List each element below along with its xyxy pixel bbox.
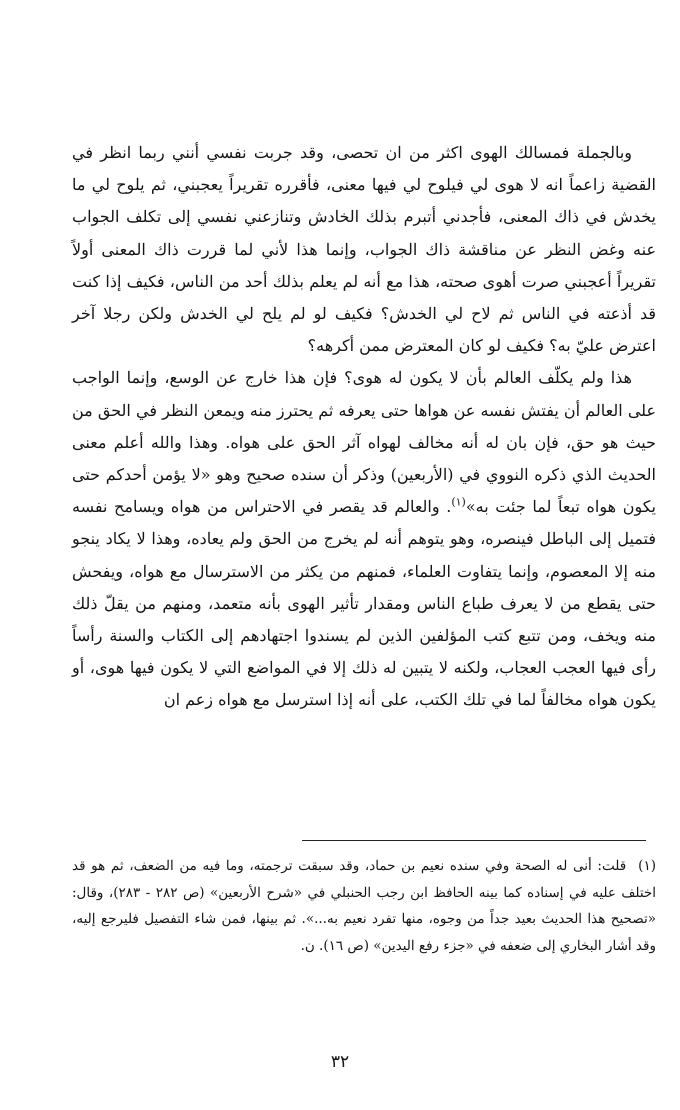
paragraph-1: وبالجملة فمسالك الهوى اكثر من ان تحصى، وقد جربت نفسي أنني ربما انظر في القضية زاعماً انه لا هوى لي فيلوح لي فيها معنى، فأقرره تقريراً يعجبني، ثم يلوح لي ما يخدش في ذاك المعنى، فأجدني أتبرم بذلك الخادش وتنازعني نفسي إلى تكلف الجواب عنه وغض النظر عن مناقشة ذاك الجواب، وإنما هذا لأني لما قررت ذاك المعنى أولاً تقريراً أعجبني صرت أهوى صحته، هذا مع أنه لم يعلم بذلك أحد من الناس، فكيف إذا كنت قد أذعته في الناس ثم لاح لي الخدش؟ فكيف لو لم يلح لي الخدش ولكن رجلا آخر اعترض عليّ به؟ فكيف لو كان المعترض ممن أكرهه؟ (72, 143, 657, 356)
footnote (72, 853, 656, 959)
page-number: ٣٢ (330, 1052, 350, 1072)
footnote-separator-line (302, 840, 646, 841)
paragraph-2 (72, 362, 656, 716)
footnote-number: (١) (638, 858, 656, 874)
paragraph-2-text-before-footnote: هذا ولم يكلّف العالم بأن لا يكون له هوى؟ فإن هذا خارج عن الوسع، وإنما الواجب على العالم أن يفتش نفسه عن هواها حتى يعرفه ثم يحترز منه ويمعن النظر في الحق من حيث هو حق، فإن بان له أنه مخالف لهواه آثر الحق على هواه. وهذا والله أعلم معنى الحديث الذي ذكره النووي في (الأربعين) وذكر أن سنده صحيح وهو «لا يؤمن أحدكم حتى يكون هواه تبعاً لما جئت به» (72, 368, 656, 517)
paragraph-2-text-after-footnote: . والعالم قد يقصر في الاحتراس من هواه ويسامح نفسه فتميل إلى الباطل فينصره، وهو يتوهم أنه لم يخرج من الحق ولم يعاده، وهذا لا يكاد ينجو منه إلا المعصوم، وإنما يتفاوت العلماء، فمنهم من يكثر من الاسترسال مع هواه، ويفحش حتى يقطع من لا يعرف طباع الناس ومقدار تأثير الهوى بأنه متعمد، ومنهم من يقلّ ذلك منه ويخف، ومن تتبع كتب المؤلفين الذين لم يسندوا اجتهادهم إلى الكتاب والسنة رأساً رأى فيها العجب العجاب، ولكنه لا يتبين له ذلك إلا في المواضع التي لا يكون فيها هوى، أو يكون هواه مخالفاً لما في تلك الكتب، على أنه إذا استرسل مع هواه زعم ان (72, 497, 657, 710)
main-body-text (72, 137, 656, 717)
footnote-text: قلت: أنى له الصحة وفي سنده نعيم بن حماد، وقد سبقت ترجمته، وما فيه من الضعف، ثم هو قد اختلف عليه في إسناده كما بينه الحافظ ابن رجب الحنبلي في «شرح الأربعين» (ص ٢٨٢ - ٢٨٣)، وقال: «تصحيح هذا الحديث بعيد جداً من وجوه، منها تفرد نعيم به...». ثم بينها، فمن شاء التفصيل فليرجع إليه، وقد أشار البخاري إلى ضعفه في «جزء رفع اليدين» (ص ١٦). ن. (72, 858, 657, 954)
footnote-reference: (١) (451, 495, 466, 509)
